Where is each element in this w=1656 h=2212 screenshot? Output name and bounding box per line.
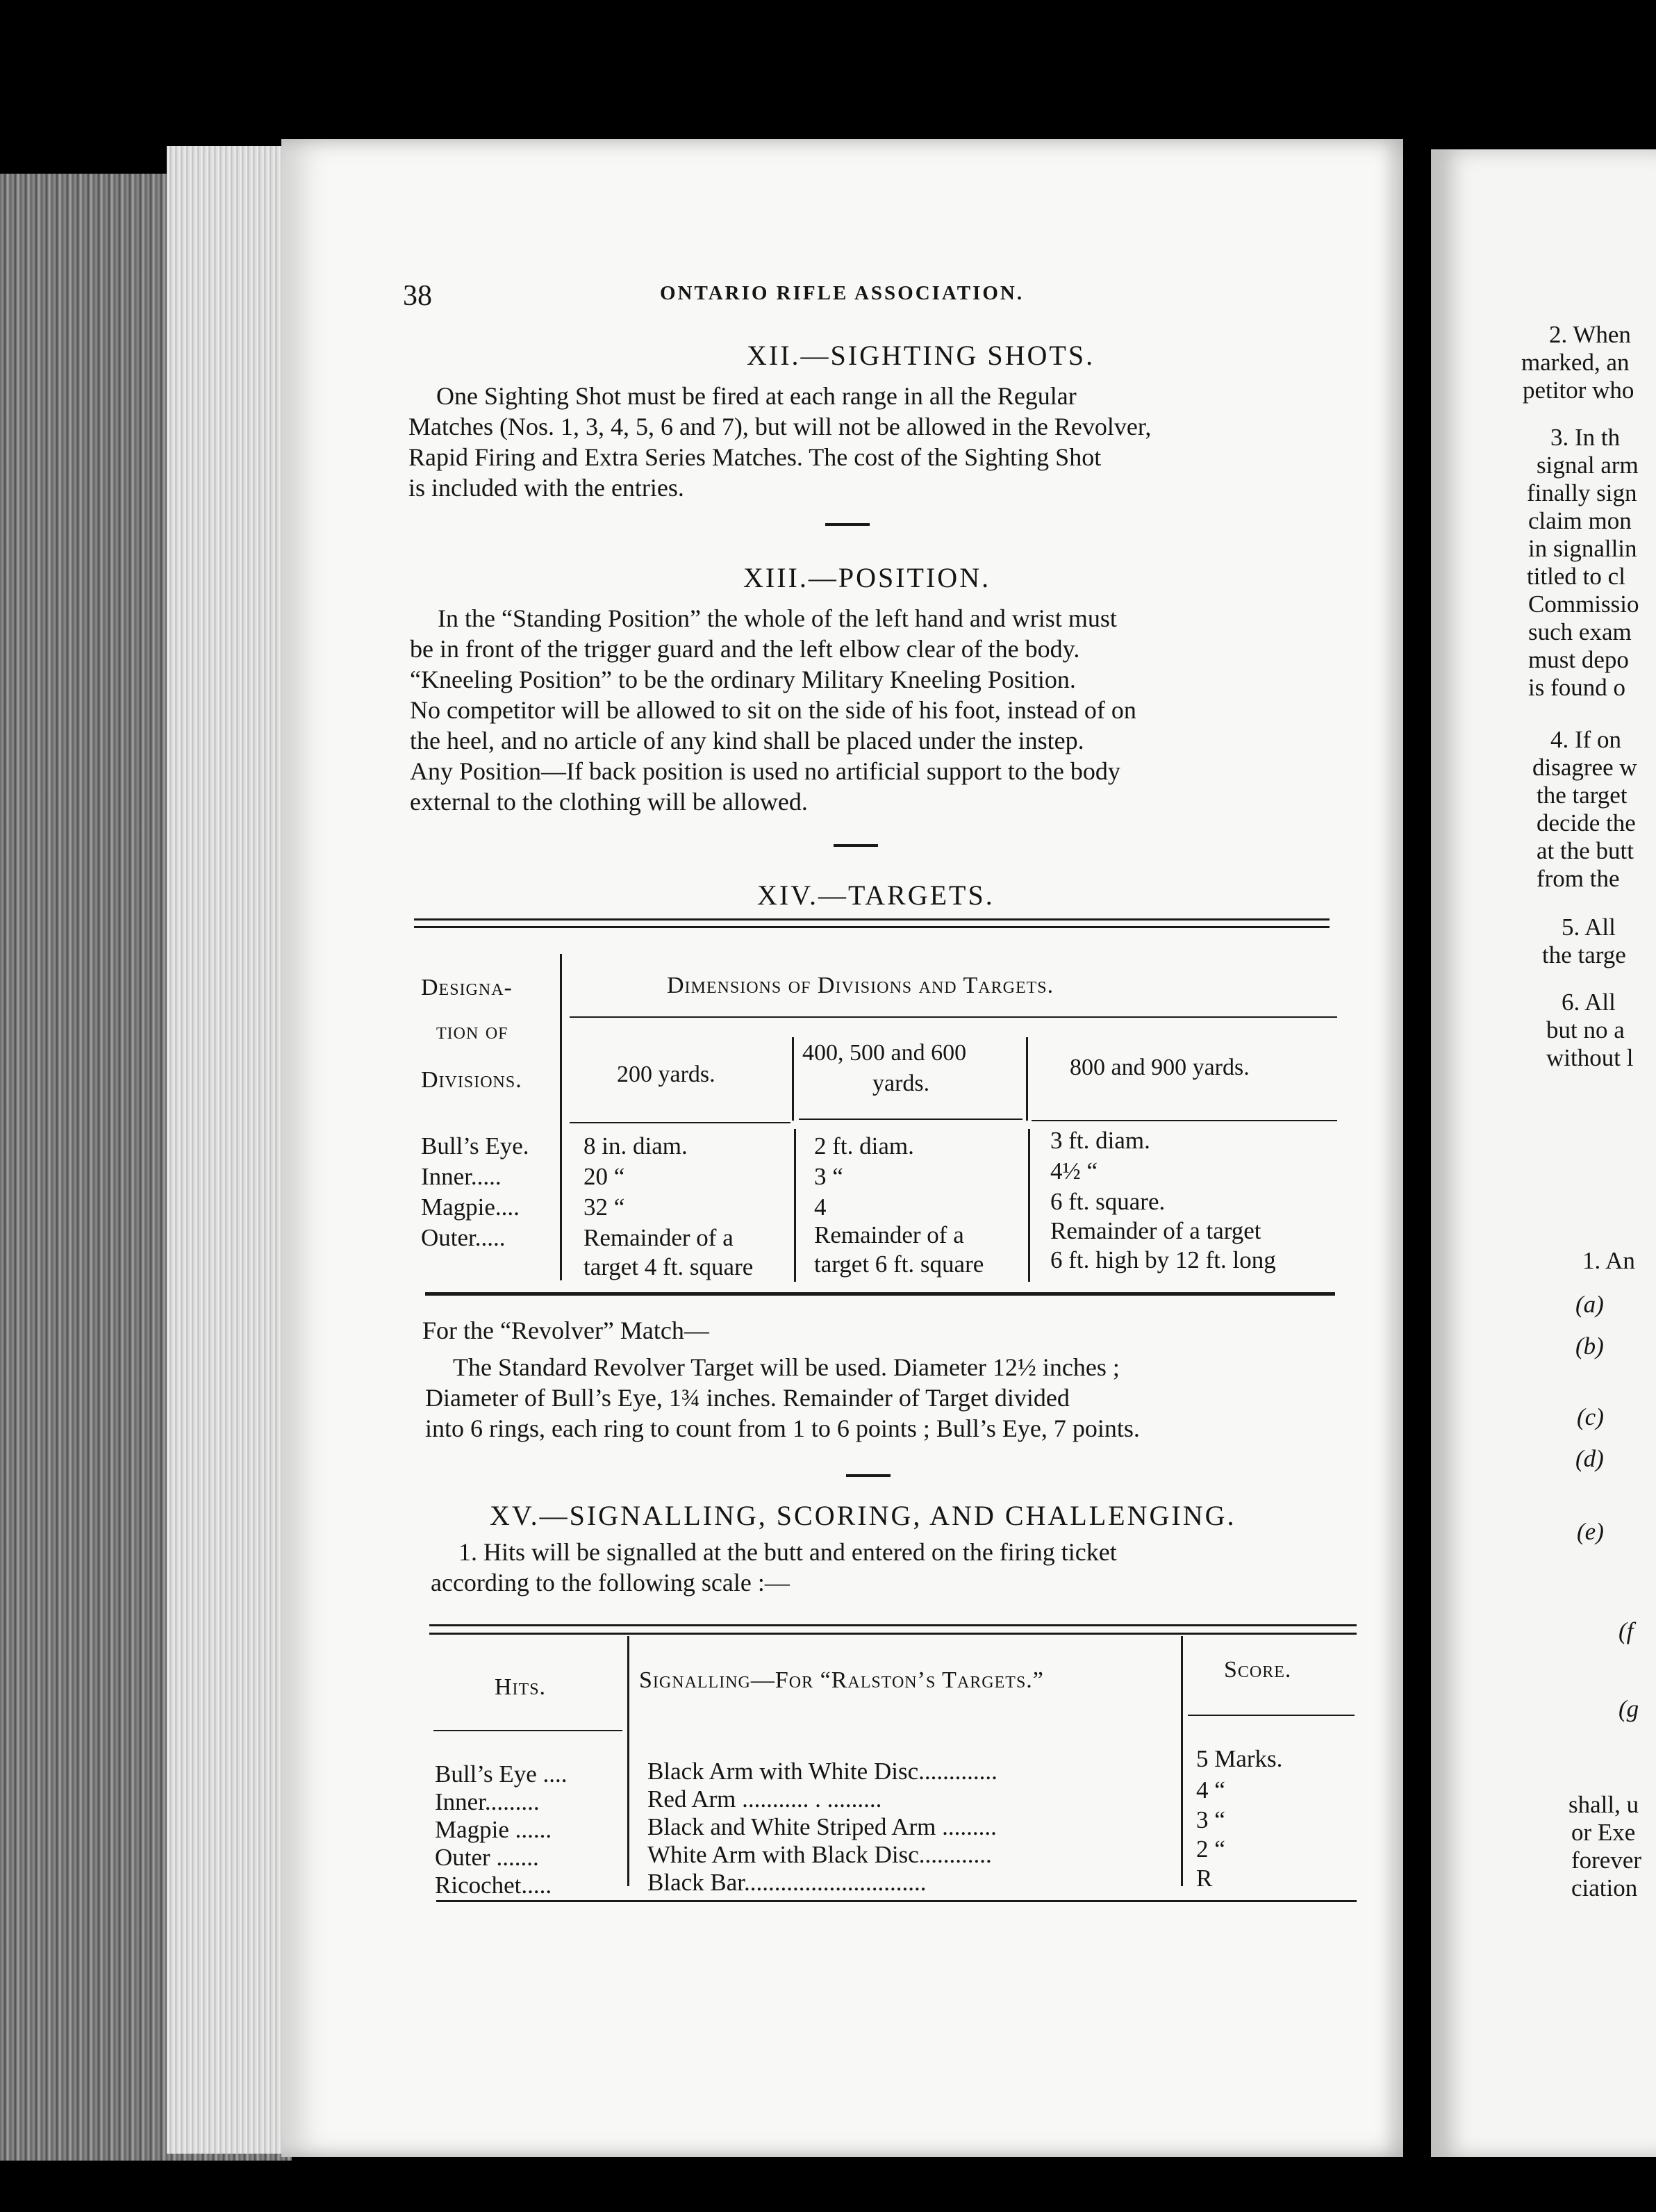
- table-cell-score: 4 “: [1196, 1776, 1225, 1804]
- section-xv-paragraph: [431, 1537, 1351, 1598]
- paragraph-line: according to the following scale :—: [431, 1569, 790, 1596]
- right-page-line: must depo: [1528, 646, 1629, 673]
- section-xii-paragraph: [408, 381, 1325, 503]
- table-cell-division: Inner.....: [421, 1163, 502, 1190]
- section-divider: [825, 523, 870, 526]
- table-cell-400: Remainder of a: [814, 1221, 964, 1248]
- table-cell-800: 6 ft. square.: [1050, 1188, 1166, 1215]
- table-header-designation: Designa-: [421, 975, 513, 1000]
- table-header-designation: tion of: [436, 1018, 508, 1044]
- table-rule: [429, 1633, 1357, 1635]
- paragraph-line: “Kneeling Position” to be the ordinary Military Kneeling Position.: [410, 666, 1076, 693]
- section-divider: [834, 844, 878, 847]
- paragraph-line: The Standard Revolver Target will be used. Diameter 12½ inches ;: [453, 1353, 1120, 1381]
- table-header-score: Score.: [1224, 1657, 1292, 1683]
- right-page-line: 4. If on: [1550, 726, 1622, 753]
- right-page-line: finally sign: [1527, 479, 1637, 506]
- table-rule: [1032, 1120, 1337, 1121]
- table-cell-score: 5 Marks.: [1196, 1745, 1283, 1772]
- right-page-line: but no a: [1546, 1016, 1625, 1043]
- right-page-line: 6. All: [1562, 989, 1616, 1016]
- right-page-line: signal arm: [1537, 452, 1639, 479]
- table-cell-hit: Ricochet.....: [435, 1872, 552, 1899]
- table-cell-hit: Inner.........: [435, 1788, 540, 1815]
- right-page-line: 2. When: [1549, 321, 1631, 348]
- right-page-line: forever: [1571, 1847, 1642, 1874]
- table-column-rule: [1181, 1636, 1183, 1886]
- paragraph-line: Diameter of Bull’s Eye, 1¾ inches. Remainder of Target divided: [425, 1384, 1070, 1412]
- table-cell-score: 3 “: [1196, 1806, 1225, 1833]
- table-rule: [414, 918, 1330, 921]
- right-page-line: petitor who: [1523, 377, 1634, 404]
- paragraph-line: is included with the entries.: [408, 474, 684, 502]
- table-cell-signal: Black and White Striped Arm .........: [647, 1813, 997, 1840]
- right-page-line: (f: [1618, 1617, 1634, 1644]
- table-rule: [433, 1730, 622, 1731]
- table-rule: [414, 926, 1330, 928]
- right-page-line: in signallin: [1528, 535, 1637, 562]
- table-cell-score: 2 “: [1196, 1835, 1225, 1863]
- section-xiii-heading: XIII.—POSITION.: [743, 562, 991, 593]
- revolver-paragraph: [425, 1352, 1346, 1444]
- table-sub-header: 200 yards.: [617, 1062, 715, 1087]
- right-page-line: is found o: [1528, 674, 1625, 701]
- table-header-signalling: Signalling—For “Ralston’s Targets.”: [639, 1667, 1044, 1693]
- running-head: ONTARIO RIFLE ASSOCIATION.: [660, 282, 1025, 304]
- table-cell-400: 2 ft. diam.: [814, 1132, 914, 1159]
- book-page-edges-light: [167, 146, 292, 2154]
- right-page-line: from the: [1537, 865, 1620, 892]
- right-page-line: (c): [1577, 1403, 1604, 1430]
- right-page-line: (e): [1577, 1518, 1604, 1545]
- table-cell-800: Remainder of a target: [1050, 1217, 1261, 1244]
- paragraph-line: external to the clothing will be allowed.: [410, 788, 808, 816]
- table-cell-400: target 6 ft. square: [814, 1251, 984, 1278]
- table-cell-800: 4½ “: [1050, 1157, 1098, 1185]
- table-cell-200: 20 “: [583, 1163, 625, 1190]
- table-cell-signal: Black Arm with White Disc.............: [647, 1758, 997, 1785]
- page-number: 38: [403, 280, 432, 312]
- table-rule: [1188, 1715, 1355, 1716]
- paragraph-line: Rapid Firing and Extra Series Matches. The cost of the Sighting Shot: [408, 443, 1102, 471]
- paragraph-line: For the “Revolver” Match—: [422, 1317, 709, 1344]
- paragraph-line: One Sighting Shot must be fired at each range in all the Regular: [436, 382, 1077, 410]
- revolver-intro: [422, 1315, 1339, 1346]
- right-page-line: (g: [1618, 1695, 1639, 1722]
- right-page-line: disagree w: [1532, 754, 1637, 781]
- right-page-line: without l: [1546, 1044, 1634, 1071]
- table-rule: [436, 1900, 1357, 1902]
- table-column-rule: [794, 1129, 796, 1282]
- right-page-line: at the butt: [1537, 837, 1634, 864]
- right-page-line: shall, u: [1568, 1791, 1639, 1818]
- section-xv-heading: XV.—SIGNALLING, SCORING, AND CHALLENGING.: [490, 1500, 1236, 1531]
- table-cell-score: R: [1196, 1865, 1213, 1892]
- right-page-line: 3. In th: [1550, 424, 1621, 451]
- right-page-line: marked, an: [1521, 349, 1630, 376]
- table-cell-800: 3 ft. diam.: [1050, 1127, 1150, 1154]
- section-divider: [846, 1474, 891, 1477]
- table-header-designation: Divisions.: [421, 1067, 522, 1093]
- table-cell-200: 32 “: [583, 1194, 625, 1221]
- table-cell-200: Remainder of a: [583, 1224, 734, 1251]
- right-page-line: claim mon: [1528, 507, 1632, 534]
- section-xii-heading: XII.—SIGHTING SHOTS.: [747, 340, 1095, 371]
- table-cell-hit: Magpie ......: [435, 1816, 552, 1843]
- table-column-rule: [560, 954, 562, 1280]
- table-cell-800: 6 ft. high by 12 ft. long: [1050, 1246, 1276, 1273]
- table-column-rule: [792, 1037, 794, 1121]
- table-column-rule: [627, 1636, 629, 1886]
- table-cell-division: Magpie....: [421, 1194, 520, 1221]
- table-cell-400: 3 “: [814, 1163, 843, 1190]
- table-sub-header: 800 and 900 yards.: [1070, 1055, 1250, 1080]
- paragraph-line: Matches (Nos. 1, 3, 4, 5, 6 and 7), but will not be allowed in the Revolver,: [408, 413, 1152, 440]
- table-cell-signal: Black Bar..............................: [647, 1869, 927, 1896]
- right-page-line: the target: [1537, 782, 1628, 809]
- table-cell-division: Outer.....: [421, 1224, 506, 1251]
- right-page-line: 5. All: [1562, 914, 1616, 941]
- section-xiv-heading: XIV.—TARGETS.: [757, 880, 995, 911]
- paragraph-line: be in front of the trigger guard and the left elbow clear of the body.: [410, 635, 1080, 663]
- right-page-line: titled to cl: [1527, 563, 1625, 590]
- right-page-line: (d): [1575, 1445, 1604, 1472]
- paragraph-line: 1. Hits will be signalled at the butt and entered on the firing ticket: [458, 1538, 1117, 1566]
- table-header-hits: Hits.: [495, 1674, 547, 1700]
- right-page-line: decide the: [1537, 809, 1636, 836]
- paragraph-line: No competitor will be allowed to sit on the side of his foot, instead of on: [410, 696, 1136, 724]
- table-cell-signal: White Arm with Black Disc............: [647, 1841, 992, 1868]
- table-column-rule: [1026, 1037, 1028, 1121]
- table-sub-header: 400, 500 and 600: [802, 1040, 967, 1066]
- right-page-line: or Exe: [1571, 1819, 1636, 1846]
- right-page-line: (b): [1575, 1332, 1604, 1360]
- paragraph-line: Any Position—If back position is used no artificial support to the body: [410, 757, 1120, 785]
- table-cell-200: target 4 ft. square: [583, 1253, 754, 1280]
- table-cell-hit: Outer .......: [435, 1844, 539, 1871]
- table-cell-division: Bull’s Eye.: [421, 1132, 529, 1159]
- paragraph-line: In the “Standing Position” the whole of the left hand and wrist must: [438, 604, 1117, 632]
- table-cell-hit: Bull’s Eye ....: [435, 1760, 568, 1788]
- table-sub-header: yards.: [872, 1071, 930, 1096]
- right-page-line: (a): [1575, 1291, 1604, 1318]
- table-cell-200: 8 in. diam.: [583, 1132, 688, 1159]
- table-group-header: Dimensions of Divisions and Targets.: [667, 973, 1054, 998]
- right-page-line: ciation: [1571, 1874, 1638, 1901]
- paragraph-line: into 6 rings, each ring to count from 1 to 6 points ; Bull’s Eye, 7 points.: [425, 1414, 1140, 1442]
- table-cell-400: 4: [814, 1194, 827, 1221]
- table-rule: [570, 1122, 790, 1123]
- right-page-line: the targe: [1542, 941, 1626, 968]
- section-xiii-paragraph: [410, 603, 1330, 817]
- table-cell-signal: Red Arm ........... . .........: [647, 1785, 882, 1813]
- paragraph-line: the heel, and no article of any kind shall be placed under the instep.: [410, 727, 1084, 754]
- table-rule: [425, 1292, 1335, 1296]
- right-page-line: 1. An: [1582, 1247, 1635, 1274]
- table-rule: [799, 1119, 1022, 1120]
- right-page-line: such exam: [1528, 618, 1632, 645]
- table-column-rule: [1028, 1129, 1030, 1282]
- table-rule: [570, 1016, 1337, 1018]
- right-page-line: Commissio: [1528, 591, 1639, 618]
- table-rule: [429, 1624, 1357, 1626]
